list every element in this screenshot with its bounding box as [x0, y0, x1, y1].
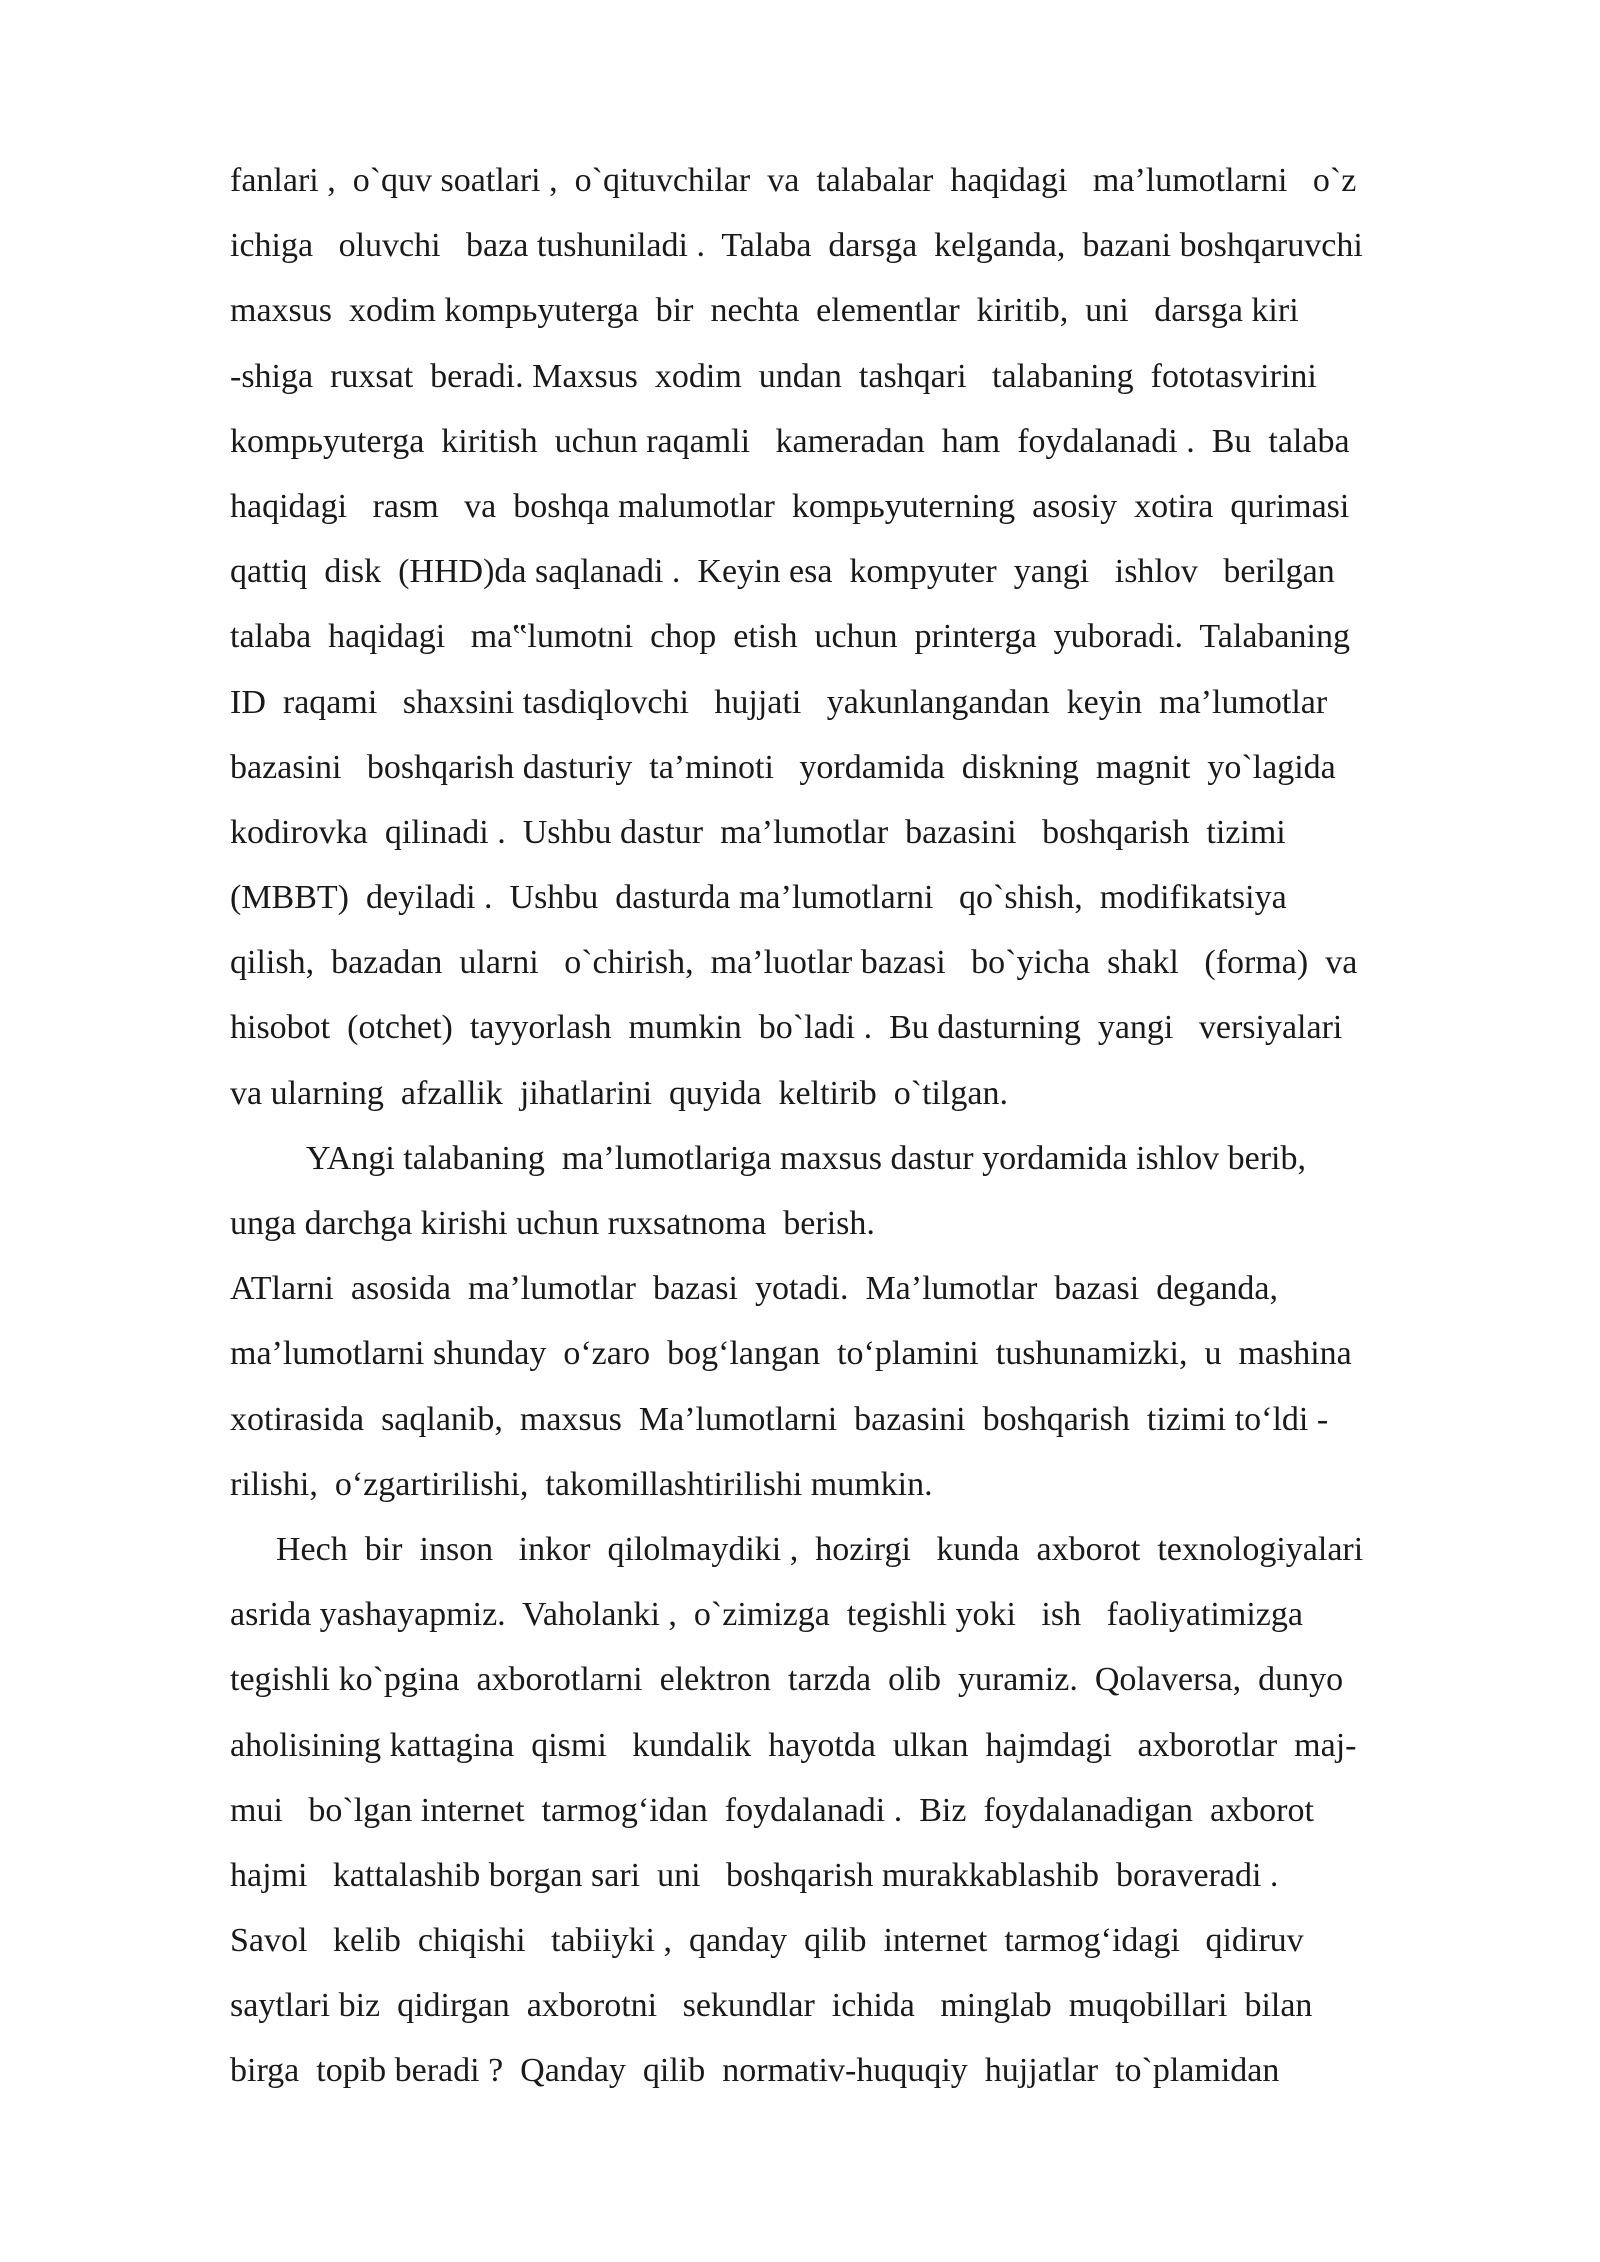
text-line: mui bo`lgan internet tarmog‘idan foydalanadi . Biz foydalanadigan axborot [230, 1791, 1314, 1829]
text-line: qilish, bazadan ularni o`chirish, ma’luotlar bazasi bo`yicha shakl (forma) va [230, 944, 1358, 982]
text-line: talaba haqidagi ma‟lumotni chop etish uchun printerga yuboradi. Talabaning [230, 618, 1350, 656]
text-line: va ularning afzallik jihatlarini quyida keltirib o`tilgan. [230, 1074, 1008, 1112]
text-line: birga topib beradi ? Qanday qilib normativ-huquqiy hujjatlar to`plamidan [230, 2052, 1280, 2090]
text-line: hajmi kattalashib borgan sari uni boshqarish murakkablashib boraveradi . [230, 1856, 1279, 1894]
text-line: Hech bir inson inkor qilolmaydiki , hozirgi kunda axborot texnologiyalari [276, 1530, 1364, 1568]
text-line: asrida yashayapmiz. Vaholanki , o`zimizga tegishli yoki ish faoliyatimizga [230, 1596, 1303, 1634]
text-line: haqidagi rasm va boshqa malumotlar kompьyuterning asosiy xotira qurimasi [230, 487, 1350, 525]
text-line: unga darchga kirishi uchun ruxsatnoma berish. [230, 1205, 875, 1242]
text-line: ma’lumotlarni shunday o‘zaro bog‘langan to‘plamini tushunamizki, u mashina [230, 1335, 1352, 1373]
text-line: (MBBT) deyiladi . Ushbu dasturda ma’lumotlarni qo`shish, modifikatsiya [230, 879, 1287, 917]
text-line: fanlari , o`quv soatlari , o`qituvchilar va talabalar haqidagi ma’lumotlarni o`z [230, 162, 1357, 199]
text-line: ichiga oluvchi baza tushuniladi . Talaba darsga kelganda, bazani boshqaruvchi [230, 227, 1363, 265]
text-line: kodirovka qilinadi . Ushbu dastur ma’lumotlar bazasini boshqarish tizimi [230, 813, 1286, 851]
text-line: YAngi talabaning ma’lumotlariga maxsus dastur yordamida ishlov berib, [306, 1139, 1306, 1177]
text-line: qattiq disk (HHD)da saqlanadi . Keyin esa kompyuter yangi ishlov berilgan [230, 553, 1335, 591]
text-line: Savol kelib chiqishi tabiiyki , qanday qilib internet tarmog‘idagi qidiruv [230, 1922, 1304, 1960]
body-text [230, 148, 1530, 2104]
text-line: saytlari biz qidirgan axborotni sekundlar ichida minglab muqobillari bilan [230, 1987, 1313, 2025]
text-line: ATlarni asosida ma’lumotlar bazasi yotadi. Ma’lumotlar bazasi deganda, [230, 1270, 1279, 1308]
text-line: kompьyuterga kiritish uchun raqamli kameradan ham foydalanadi . Bu talaba [230, 422, 1350, 460]
text-line: aholisining kattagina qismi kundalik hayotda ulkan hajmdagi axborotlar maj- [230, 1726, 1357, 1764]
text-line: rilishi, o‘zgartirilishi, takomillashtirilishi mumkin. [230, 1465, 933, 1503]
text-line: bazasini boshqarish dasturiy ta’minoti yordamida diskning magnit yo`lagida [230, 748, 1336, 786]
text-line: ID raqami shaxsini tasdiqlovchi hujjati yakunlangandan keyin ma’lumotlar [230, 683, 1328, 721]
text-line: -shiga ruxsat beradi. Maxsus xodim undan tashqari talabaning fototasvirini [230, 357, 1317, 395]
text-line: hisobot (otchet) tayyorlash mumkin bo`ladi . Bu dasturning yangi versiyalari [230, 1009, 1343, 1047]
text-line: maxsus xodim kompьyuterga bir nechta elementlar kiritib, uni darsga kiri [230, 292, 1299, 330]
text-line: tegishli ko`pgina axborotlarni elektron tarzda olib yuramiz. Qolaversa, dunyo [230, 1661, 1344, 1699]
text-line: xotirasida saqlanib, maxsus Ma’lumotlarni bazasini boshqarish tizimi to‘ldi - [230, 1400, 1329, 1438]
